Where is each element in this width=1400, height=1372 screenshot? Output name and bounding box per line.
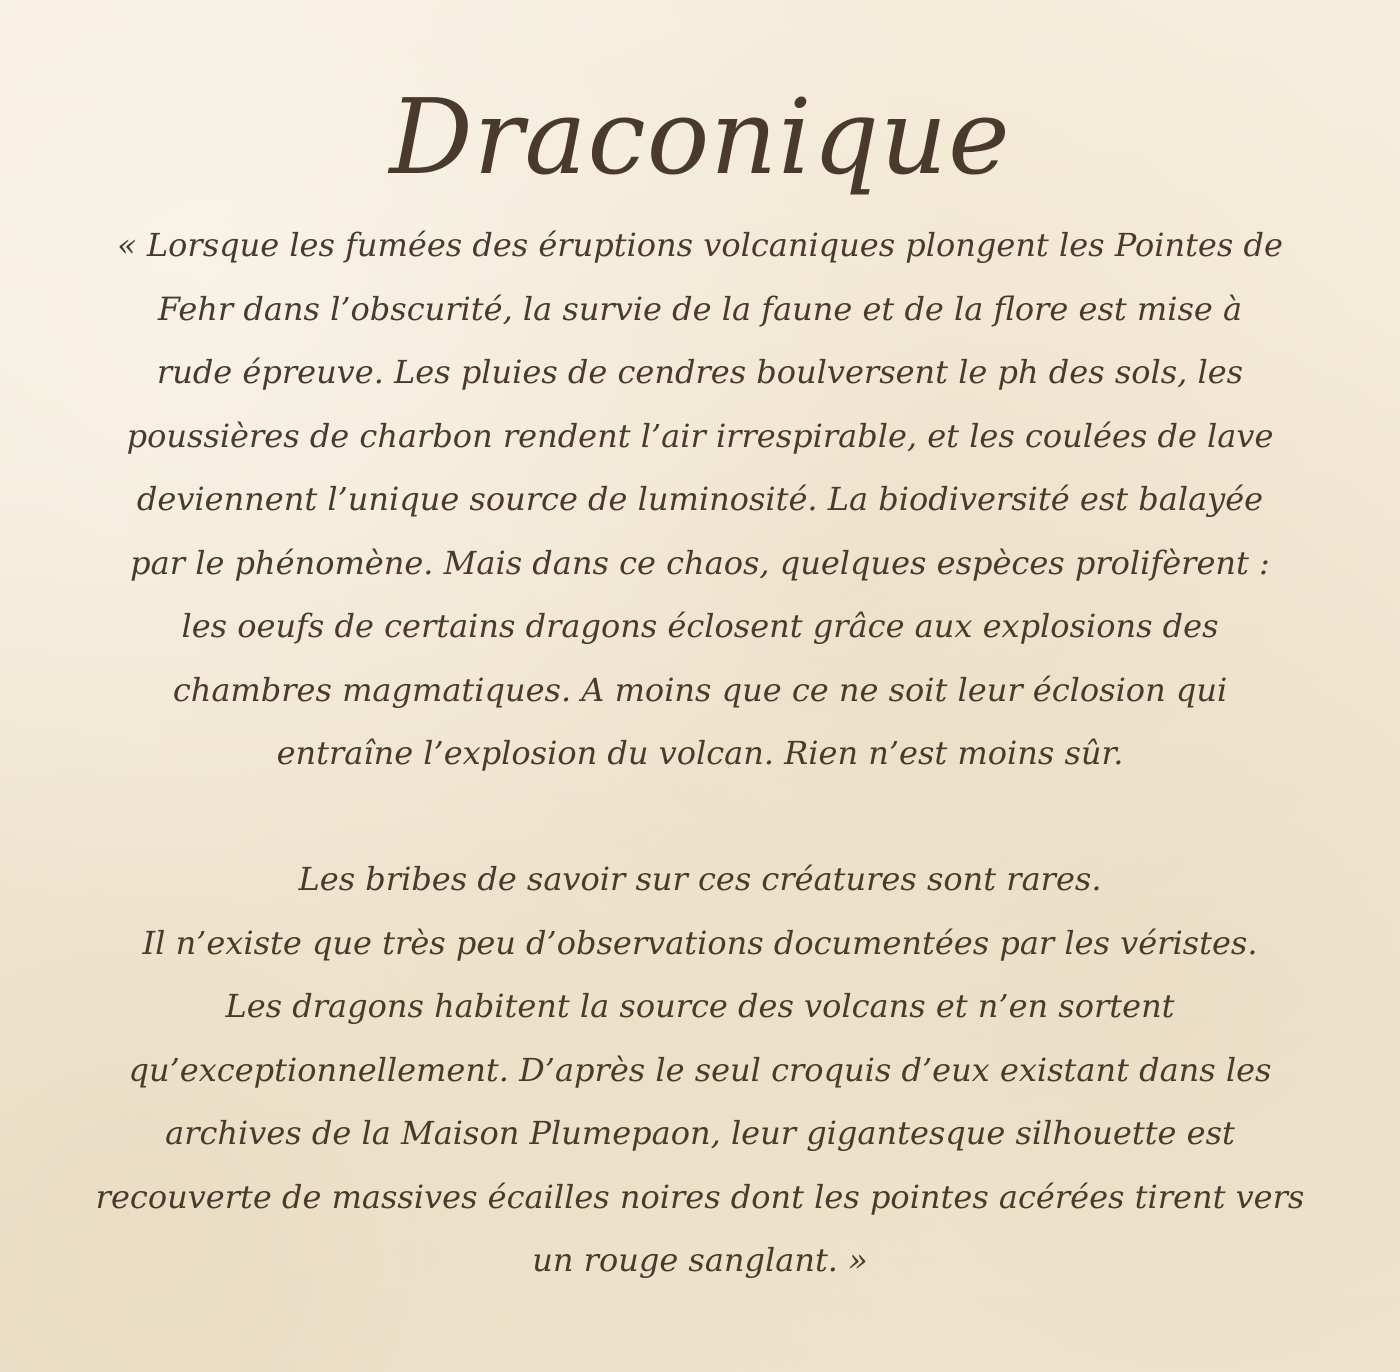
text-line: un rouge sanglant. »: [532, 1241, 868, 1279]
text-line: « Lorsque les fumées des éruptions volcaniques plongent les Pointes de: [117, 226, 1283, 264]
text-line: recouverte de massives écailles noires dont les pointes acérées tirent vers: [95, 1177, 1305, 1216]
text-line: entraîne l’explosion du volcan. Rien n’est moins sûr.: [276, 734, 1124, 772]
text-line: les oeufs de certains dragons éclosent grâce aux explosions des: [181, 607, 1219, 645]
text-line: par le phénomène. Mais dans ce chaos, quelques espèces prolifèrent :: [130, 543, 1270, 582]
text-line: deviennent l’unique source de luminosité. La biodiversité est balayée: [136, 480, 1264, 518]
text-line: Il n’existe que très peu d’observations documentées par les véristes.: [142, 923, 1258, 962]
text-line: Les bribes de savoir sur ces créatures sont rares.: [298, 860, 1102, 898]
paragraph-intro: [70, 214, 1330, 786]
page-title: Draconique: [389, 76, 1011, 198]
text-line: Fehr dans l’obscurité, la survie de la faune et de la flore est mise à: [157, 289, 1243, 328]
text-line: Les dragons habitent la source des volcans et n’en sortent: [225, 987, 1175, 1025]
text-line: chambres magmatiques. A moins que ce ne soit leur éclosion qui: [172, 670, 1228, 709]
text-line: poussières de charbon rendent l’air irrespirable, et les coulées de lave: [126, 416, 1274, 455]
text-line: archives de la Maison Plumepaon, leur gigantesque silhouette est: [165, 1114, 1235, 1152]
text-line: qu’exceptionnellement. D’après le seul croquis d’eux existant dans les: [128, 1050, 1272, 1089]
text-line: rude épreuve. Les pluies de cendres boulversent le ph des sols, les: [156, 353, 1244, 391]
paragraph-creatures: [70, 848, 1330, 1293]
